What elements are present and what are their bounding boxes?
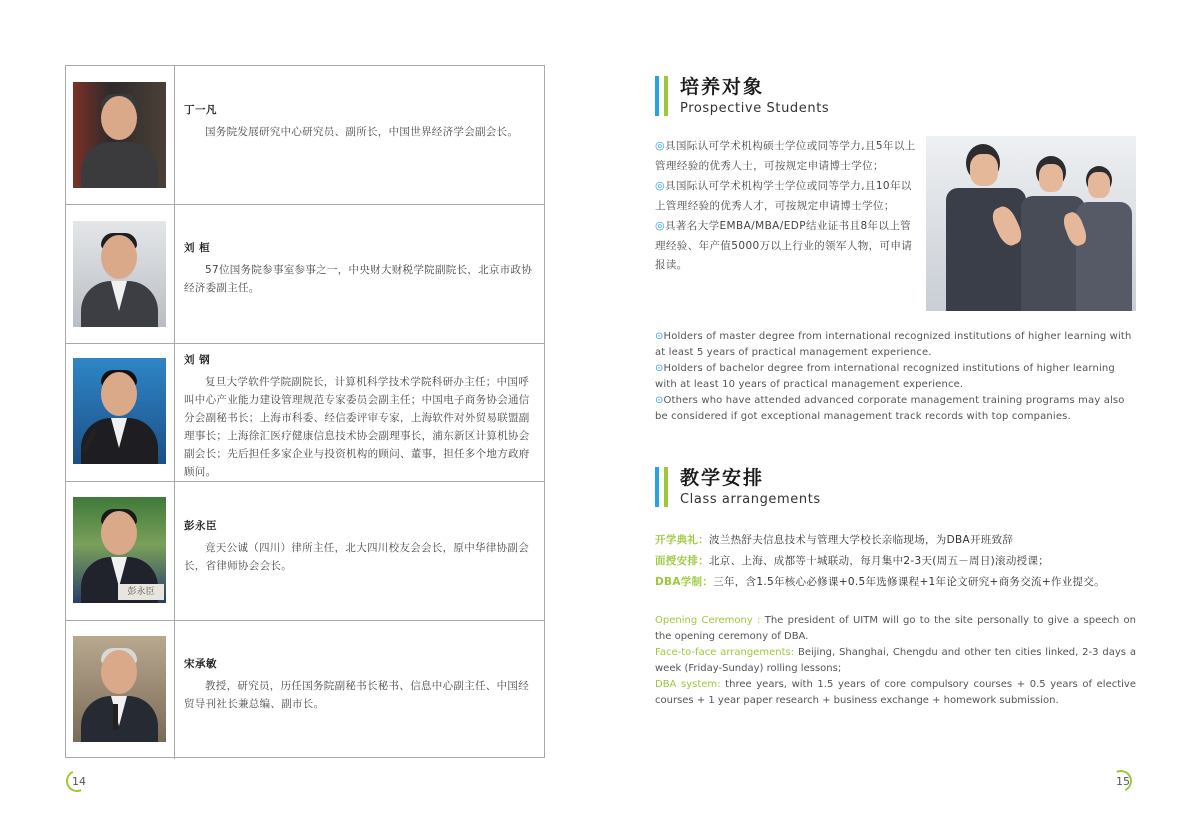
- prospective-en-list: [655, 329, 1136, 425]
- faculty-bio: 国务院发展研究中心研究员、副所长，中国世界经济学会副会长。: [205, 126, 519, 138]
- classes-en-list: [655, 613, 1136, 709]
- faculty-row: [66, 205, 544, 344]
- faculty-row: [66, 66, 544, 205]
- circle-bullet-icon: ⊙: [655, 395, 664, 406]
- faculty-name: 刘 桓: [184, 242, 211, 254]
- portrait-photo: [73, 497, 166, 603]
- circle-bullet-icon: ◎: [655, 179, 665, 192]
- section-bar-blue: [655, 467, 659, 507]
- faculty-text: [184, 656, 534, 713]
- list-item: DBA system: three years, with 1.5 years of core compulsory courses + 0.5 years of elective courses + 1 year paper research + business exchange + homework submission.: [655, 679, 1137, 706]
- photo-cell: [66, 205, 175, 343]
- faculty-row: [66, 482, 544, 621]
- section-bar-green: [664, 76, 668, 116]
- list-item: ⊙Others who have attended advanced corporate management training programs may also be considered if got exceptional management track records with top companies.: [655, 395, 1125, 422]
- photo-cell: [66, 66, 175, 204]
- faculty-bio: 教授，研究员，历任国务院副秘书长秘书、信息中心副主任、中国经贸导刊社长兼总编、副市长。: [184, 680, 529, 710]
- list-item: ◎具著名大学EMBA/MBA/EDP结业证书且8年以上管理经验、年产值5000万以上行业的领军人物，可申请报读。: [655, 219, 913, 271]
- page-number-text: 14: [72, 775, 86, 788]
- list-item: Opening Ceremony : The president of UITM will go to the site personally to give a speech on the opening ceremony of DBA.: [655, 615, 1136, 642]
- list-item: Face-to-face arrangements: Beijing, Shanghai, Chengdu and other ten cities linked, 2-3 days a week (Friday-Sunday) rolling lessons;: [655, 647, 1137, 674]
- list-item: DBA学制：三年，含1.5年核心必修课+0.5年选修课程+1年论文研究+商务交流+作业提交。: [655, 576, 1105, 588]
- faculty-bio: 57位国务院参事室参事之一，中央财大财税学院副院长，北京市政协经济委副主任。: [184, 264, 533, 294]
- list-item: ⊙Holders of bachelor degree from international recognized institutions of higher learning with at least 10 years of practical management experience.: [655, 363, 1115, 390]
- classes-title-en: Class arrangements: [680, 492, 821, 507]
- circle-bullet-icon: ◎: [655, 139, 665, 152]
- prospective-title-en: Prospective Students: [680, 101, 830, 116]
- classes-title-cn: 教学安排: [680, 467, 765, 489]
- faculty-text: [184, 240, 534, 297]
- circle-bullet-icon: ◎: [655, 219, 665, 232]
- photo-name-tag: 彭永臣: [118, 584, 164, 600]
- faculty-bio: 竟天公诚（四川）律所主任，北大四川校友会会长，原中华律协副会长，省律师协会会长。: [184, 542, 529, 572]
- section-bar-green: [664, 467, 668, 507]
- faculty-text: [184, 102, 534, 141]
- classes-cn-list: [655, 530, 1155, 593]
- faculty-text: [184, 352, 534, 481]
- faculty-name: 彭永臣: [184, 520, 217, 532]
- portrait-photo: [73, 82, 166, 188]
- list-item: 开学典礼：波兰热舒夫信息技术与管理大学校长亲临现场，为DBA开班致辞: [655, 534, 1014, 546]
- photo-cell: [66, 344, 175, 481]
- faculty-name: 丁一凡: [184, 104, 217, 116]
- faculty-bio: 复旦大学软件学院副院长，计算机科学技术学院科研办主任；中国呼叫中心产业能力建设管理规范专家委员会副主任；中国电子商务协会通信分会副秘书长；上海市科委、经信委评审专家，上海软件对外贸易联盟副理事长；上海徐汇医疗健康信息技术协会副理事长，浦东新区计算机协会副会长；先后担任多家企业与投资机构的顾问、董事，担任多个地方政府顾问。: [184, 376, 530, 478]
- faculty-row: [66, 621, 544, 759]
- faculty-name: 刘 钢: [184, 354, 211, 366]
- faculty-name: 宋承敏: [184, 658, 217, 670]
- list-item: ◎具国际认可学术机构硕士学位或同等学力,且5年以上管理经验的优秀人士，可按规定申请博士学位；: [655, 139, 916, 172]
- portrait-photo: [73, 636, 166, 742]
- faculty-table: [65, 65, 545, 758]
- portrait-photo: [73, 221, 166, 327]
- page-number-left: [66, 768, 92, 794]
- photo-cell: [66, 621, 175, 759]
- business-applause-photo: [926, 136, 1136, 311]
- photo-cell: [66, 482, 175, 620]
- list-item: 面授安排：北京、上海、成都等十城联动，每月集中2-3天(周五－周日)滚动授课；: [655, 555, 1050, 567]
- faculty-text: [184, 518, 534, 575]
- prospective-title-cn: 培养对象: [680, 76, 765, 98]
- list-item: ⊙Holders of master degree from international recognized institutions of higher learning with at least 5 years of practical management experience.: [655, 331, 1132, 358]
- list-item: ◎具国际认可学术机构学士学位或同等学力,且10年以上管理经验的优秀人才，可按规定申请博士学位；: [655, 179, 912, 212]
- portrait-photo: [73, 358, 166, 464]
- faculty-row: [66, 344, 544, 482]
- page-number-right: [1110, 768, 1136, 794]
- circle-bullet-icon: ⊙: [655, 363, 664, 374]
- prospective-cn-list: [655, 136, 917, 276]
- circle-bullet-icon: ⊙: [655, 331, 664, 342]
- page-number-text: 15: [1116, 775, 1130, 788]
- section-bar-blue: [655, 76, 659, 116]
